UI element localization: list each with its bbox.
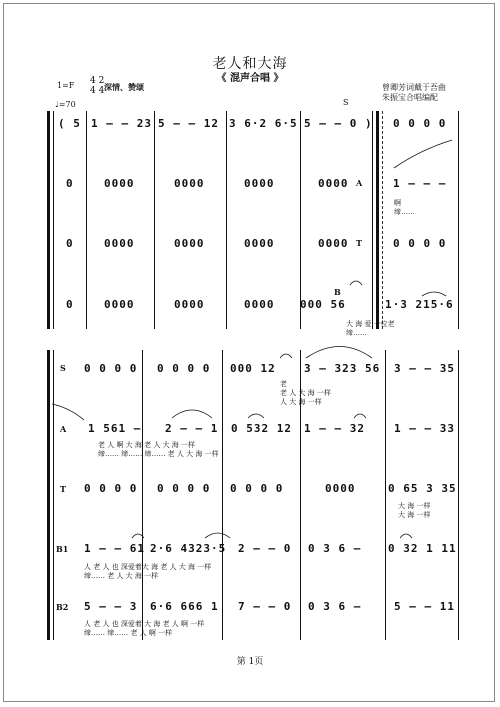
measure-cell: 0000 xyxy=(318,177,349,190)
measure-cell: 0 32 1 11 xyxy=(388,542,457,555)
measure-cell: 000 12 xyxy=(230,362,276,375)
segno-mark: S xyxy=(343,98,349,107)
key-signature: 1=F xyxy=(57,81,75,90)
measure-cell: 0 0 0 0 xyxy=(84,362,138,375)
measure-cell: 0000 xyxy=(174,177,205,190)
measure-cell: 0 0 0 0 xyxy=(393,237,447,250)
measure-cell: ( 5 xyxy=(58,117,81,130)
measure-cell: 5 — — 0 ) xyxy=(304,117,373,130)
part-marker: T xyxy=(356,238,362,248)
measure-cell: 0 0 0 0 xyxy=(157,362,211,375)
measure-cell: 3 6·2 6·5 xyxy=(229,117,298,130)
part-marker: B xyxy=(334,287,341,297)
measure-cell: 5 — — 11 xyxy=(394,600,455,613)
song-title: 老人和大海 xyxy=(212,56,288,72)
lyrics: 老 老 人 大 海 一样 人 大 海 一样 xyxy=(280,380,331,406)
measure-cell: 0000 xyxy=(104,237,135,250)
expression-mark: 深情、赞颂 xyxy=(104,82,144,92)
measure-cell: 000 56 xyxy=(300,298,346,311)
measure-cell: 1 — — — xyxy=(393,177,447,190)
measure-cell: 1 — — 33 xyxy=(394,422,455,435)
measure-cell: 0000 xyxy=(244,177,275,190)
slur xyxy=(422,292,446,296)
slur xyxy=(394,140,452,168)
measure-cell: 2 — — 1 xyxy=(165,422,219,435)
lyrics: 人 老 人 也 深爱着大 海 老 人 大 海 一样 缔…… 老 人 大 海 一样 xyxy=(84,563,212,580)
measure-cell: 1 — — 32 xyxy=(304,422,365,435)
slur xyxy=(350,281,362,285)
time-denominator: 4 4 xyxy=(90,86,105,96)
measure-cell: 0000 xyxy=(104,177,135,190)
measure-cell: 0 0 0 0 xyxy=(393,117,447,130)
part-label: B1 xyxy=(56,544,69,554)
measure-cell: 2·6 4323·5 xyxy=(150,542,227,555)
measure-cell: 0 xyxy=(66,177,74,190)
slur xyxy=(354,414,366,418)
measure-cell: 0000 xyxy=(318,237,349,250)
measure-cell: 0 3 6 — xyxy=(308,600,362,613)
measure-cell: 0 532 12 xyxy=(231,422,292,435)
lyrics: 人 老 人 也 深爱着 大 海 老 人 啊 一样 缔…… 缔…… 老 人 啊 一样 xyxy=(84,620,205,637)
page-footer: 第 1页 xyxy=(236,657,264,667)
part-label: S xyxy=(60,363,66,373)
measure-cell: 0 65 3 35 xyxy=(388,482,457,495)
part-label: T xyxy=(60,484,66,494)
measure-cell: 2 — — 0 xyxy=(238,542,292,555)
slur xyxy=(306,347,372,359)
measure-cell: 0 xyxy=(66,298,74,311)
time-numerator: 4 2 xyxy=(90,76,105,86)
slur xyxy=(248,414,264,418)
slur xyxy=(205,533,230,538)
measure-cell: 0000 xyxy=(244,237,275,250)
measure-cell: 0000 xyxy=(244,298,275,311)
part-label: B2 xyxy=(56,602,69,612)
measure-cell: 1·3 215·6 xyxy=(385,298,454,311)
lyrics: 老 人 啊 大 海 老 人 大 海 一样 缔…… 缔…… 缔…… 老 人 大 海 一样 xyxy=(98,441,219,458)
credit-arranger: 朱振宝合唱编配 xyxy=(382,93,438,102)
measure-cell: 1 — — 23 xyxy=(91,117,152,130)
measure-cell: 7 — — 0 xyxy=(238,600,292,613)
lyrics: 啊 缔…… xyxy=(394,199,415,216)
slur xyxy=(280,354,292,358)
lyrics: 大 海 爱 一位老 缔…… xyxy=(346,320,395,337)
measure-cell: 0 0 0 0 xyxy=(84,482,138,495)
measure-cell: 3 — — 35 xyxy=(394,362,455,375)
part-marker: A xyxy=(356,178,363,188)
measure-cell: 6·6 666 1 xyxy=(150,600,219,613)
measure-cell: 0000 xyxy=(174,237,205,250)
lyrics: 大 海 一样 大 海 一样 xyxy=(398,502,431,519)
slur xyxy=(172,410,212,418)
part-label: A xyxy=(60,424,67,434)
measure-cell: 0 xyxy=(66,237,74,250)
slur xyxy=(52,404,84,420)
measure-cell: 0 0 0 0 xyxy=(157,482,211,495)
slur xyxy=(400,534,412,538)
measure-cell: 0000 xyxy=(325,482,356,495)
measure-cell: 1 561 — xyxy=(88,422,142,435)
credit-lyrics-composer: 曾卿芳词戴于吾曲 xyxy=(382,83,446,92)
measure-cell: 0000 xyxy=(174,298,205,311)
measure-cell: 0 0 0 0 xyxy=(230,482,284,495)
measure-cell: 5 — — 12 xyxy=(158,117,219,130)
measure-cell: 5 — — 3 xyxy=(84,600,138,613)
song-subtitle: 《 混声合唱 》 xyxy=(216,73,284,84)
slur xyxy=(132,534,144,538)
measure-cell: 1 — — 61 xyxy=(84,542,145,555)
tempo-mark: ♩=70 xyxy=(55,100,76,109)
measure-cell: 3 — 323 56 xyxy=(304,362,381,375)
measure-cell: 0000 xyxy=(104,298,135,311)
measure-cell: 0 3 6 — xyxy=(308,542,362,555)
